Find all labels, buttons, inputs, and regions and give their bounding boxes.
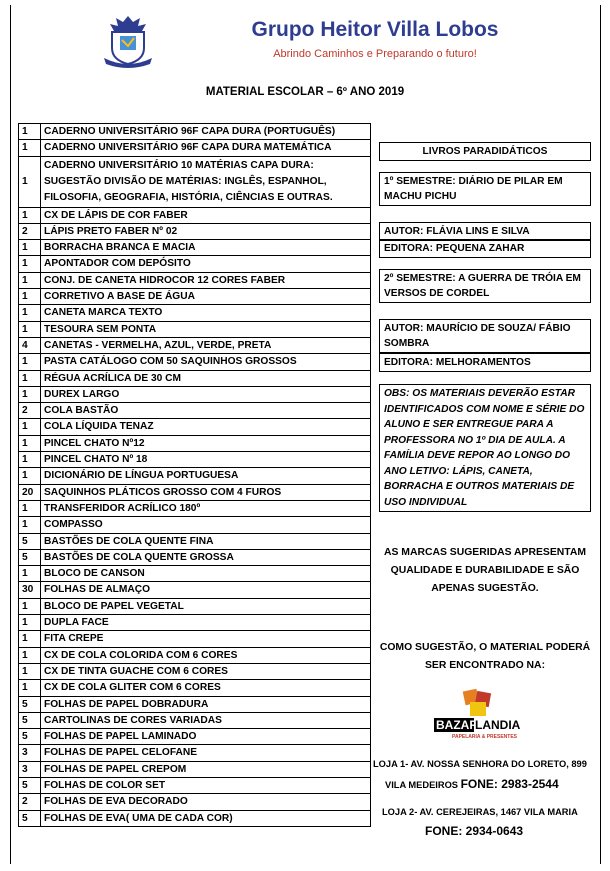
item-row <box>19 696 371 712</box>
item-row <box>19 140 371 156</box>
item-description: COLA BASTÃO <box>41 403 371 419</box>
item-row <box>19 729 371 745</box>
item-quantity: 5 <box>19 696 41 712</box>
item-row <box>19 777 371 793</box>
item-description: APONTADOR COM DEPÓSITO <box>41 256 371 272</box>
item-row <box>19 761 371 777</box>
item-quantity: 1 <box>19 354 41 370</box>
item-row <box>19 566 371 582</box>
item-quantity: 5 <box>19 549 41 565</box>
item-row <box>19 403 371 419</box>
item-description: CARTOLINAS DE CORES VARIADAS <box>41 712 371 728</box>
item-description: COLA LÍQUIDA TENAZ <box>41 419 371 435</box>
book1-title-text: 1º SEMESTRE: DIÁRIO DE PILAR EM MACHU PICHU <box>384 176 563 202</box>
brand-name: Grupo Heitor Villa Lobos <box>251 18 499 41</box>
store1-district <box>385 777 559 791</box>
item-row <box>19 549 371 565</box>
book1-title <box>379 172 591 206</box>
item-row <box>19 289 371 305</box>
item-quantity: 1 <box>19 370 41 386</box>
item-description: CADERNO UNIVERSITÁRIO 96F CAPA DURA (PORTUGUÊS) <box>41 124 371 140</box>
item-row <box>19 712 371 728</box>
item-quantity: 5 <box>19 729 41 745</box>
item-row <box>19 386 371 402</box>
item-description: FOLHAS DE EVA( UMA DE CADA COR) <box>41 810 371 826</box>
suggestion-note: COMO SUGESTÃO, O MATERIAL PODERÁ SER ENCONTRADO NA: <box>379 642 591 671</box>
item-quantity: 1 <box>19 207 41 223</box>
item-quantity: 5 <box>19 777 41 793</box>
item-row <box>19 794 371 810</box>
item-quantity: 1 <box>19 680 41 696</box>
item-quantity: 1 <box>19 272 41 288</box>
book1-author-text: AUTOR: FLÁVIA LINS E SILVA <box>384 226 530 237</box>
item-description: CORRETIVO A BASE DE ÁGUA <box>41 289 371 305</box>
item-description: CANETA MARCA TEXTO <box>41 305 371 321</box>
item-description: CX DE COLA GLITER COM 6 CORES <box>41 680 371 696</box>
item-quantity: 1 <box>19 305 41 321</box>
store1-address: LOJA 1- AV. NOSSA SENHORA DO LORETO, 899 <box>373 759 587 769</box>
item-row <box>19 484 371 500</box>
item-description: CADERNO UNIVERSITÁRIO 96F CAPA DURA MATEMÁTICA <box>41 140 371 156</box>
item-description: DICIONÁRIO DE LÍNGUA PORTUGUESA <box>41 468 371 484</box>
item-quantity: 1 <box>19 156 41 207</box>
item-quantity: 1 <box>19 663 41 679</box>
book2-author-text: AUTOR: MAURÍCIO DE SOUZA/ FÁBIO SOMBRA <box>384 323 571 349</box>
item-quantity: 1 <box>19 321 41 337</box>
item-quantity: 1 <box>19 631 41 647</box>
item-row <box>19 517 371 533</box>
item-quantity: 1 <box>19 500 41 516</box>
item-description: FOLHAS DE COLOR SET <box>41 777 371 793</box>
item-row <box>19 419 371 435</box>
item-description: PASTA CATÁLOGO COM 50 SAQUINHOS GROSSOS <box>41 354 371 370</box>
item-row <box>19 337 371 353</box>
item-row <box>19 305 371 321</box>
item-row <box>19 810 371 826</box>
item-row <box>19 598 371 614</box>
item-description: CX DE COLA COLORIDA COM 6 CORES <box>41 647 371 663</box>
item-description: CADERNO UNIVERSITÁRIO 10 MATÉRIAS CAPA DURA: SUGESTÃO DIVISÃO DE MATÉRIAS: INGLÊS, ESPANHOL, FILOSOFIA, GEOGRAFIA, HISTÓRIA, CIÊNCIAS E OUTRAS. <box>41 156 371 207</box>
item-description: FOLHAS DE PAPEL CREPOM <box>41 761 371 777</box>
item-row <box>19 615 371 631</box>
item-description: RÉGUA ACRÍLICA DE 30 CM <box>41 370 371 386</box>
item-row <box>19 223 371 239</box>
item-quantity: 1 <box>19 468 41 484</box>
observation-box <box>379 384 591 512</box>
item-row <box>19 321 371 337</box>
item-description: DUREX LARGO <box>41 386 371 402</box>
book1-publisher <box>379 239 591 258</box>
item-quantity: 1 <box>19 517 41 533</box>
item-row <box>19 240 371 256</box>
item-row <box>19 582 371 598</box>
item-description: CANETAS - VERMELHA, AZUL, VERDE, PRETA <box>41 337 371 353</box>
item-quantity: 4 <box>19 337 41 353</box>
book1-publisher-text: EDITORA: PEQUENA ZAHAR <box>384 243 525 254</box>
book2-publisher <box>379 353 591 372</box>
item-row <box>19 631 371 647</box>
item-description: PINCEL CHATO Nº12 <box>41 435 371 451</box>
item-row <box>19 663 371 679</box>
item-row <box>19 533 371 549</box>
item-quantity: 1 <box>19 289 41 305</box>
item-description: FOLHAS DE PAPEL LAMINADO <box>41 729 371 745</box>
book2-author <box>379 319 591 353</box>
item-row <box>19 500 371 516</box>
item-quantity: 5 <box>19 533 41 549</box>
bazar-text-a: BAZAR <box>436 718 478 732</box>
item-description: BLOCO DE PAPEL VEGETAL <box>41 598 371 614</box>
brands-note: AS MARCAS SUGERIDAS APRESENTAM QUALIDADE E DURABILIDADE E SÃO APENAS SUGESTÃO. <box>383 547 587 594</box>
item-row <box>19 370 371 386</box>
item-description: DUPLA FACE <box>41 615 371 631</box>
store1-phone: FONE: 2983-2544 <box>460 777 559 791</box>
material-list-table <box>18 123 371 827</box>
item-quantity: 1 <box>19 598 41 614</box>
item-description: PINCEL CHATO Nº 18 <box>41 452 371 468</box>
store1-district-text: VILA MEDEIROS <box>385 780 461 790</box>
item-row <box>19 452 371 468</box>
item-row <box>19 468 371 484</box>
item-description: CONJ. DE CANETA HIDROCOR 12 CORES FABER <box>41 272 371 288</box>
item-description: FOLHAS DE EVA DECORADO <box>41 794 371 810</box>
item-description: FITA CREPE <box>41 631 371 647</box>
item-quantity: 20 <box>19 484 41 500</box>
item-description: CX DE LÁPIS DE COR FABER <box>41 207 371 223</box>
item-quantity: 1 <box>19 452 41 468</box>
store2-phone: FONE: 2934-0643 <box>425 824 524 838</box>
item-row <box>19 256 371 272</box>
item-quantity: 1 <box>19 124 41 140</box>
item-quantity: 1 <box>19 647 41 663</box>
book2-title <box>379 269 591 303</box>
item-quantity: 5 <box>19 810 41 826</box>
item-quantity: 2 <box>19 223 41 239</box>
brand-slogan: Abrindo Caminhos e Preparando o futuro! <box>273 48 477 60</box>
item-description: LÁPIS PRETO FABER Nº 02 <box>41 223 371 239</box>
item-quantity: 1 <box>19 615 41 631</box>
item-row <box>19 156 371 207</box>
book2-publisher-text: EDITORA: MELHORAMENTOS <box>384 357 531 368</box>
item-quantity: 1 <box>19 566 41 582</box>
item-description: SAQUINHOS PLÁTICOS GROSSO COM 4 FUROS <box>41 484 371 500</box>
bazarlandia-logo <box>434 688 526 740</box>
item-description: COMPASSO <box>41 517 371 533</box>
book2-title-text: 2º SEMESTRE: A GUERRA DE TRÓIA EM VERSOS DE CORDEL <box>384 273 581 299</box>
item-quantity: 30 <box>19 582 41 598</box>
bazar-tagline: PAPELARIA & PRESENTES <box>452 734 518 740</box>
school-crest-logo <box>100 14 156 70</box>
item-description: FOLHAS DE PAPEL CELOFANE <box>41 745 371 761</box>
books-heading-text: LIVROS PARADIDÁTICOS <box>422 146 548 157</box>
item-description: CX DE TINTA GUACHE COM 6 CORES <box>41 663 371 679</box>
item-quantity: 2 <box>19 794 41 810</box>
item-quantity: 1 <box>19 256 41 272</box>
item-quantity: 1 <box>19 240 41 256</box>
observation-text: OBS: OS MATERIAIS DEVERÃO ESTAR IDENTIFICADOS COM NOME E SÉRIE DO ALUNO E SER ENTREGUE PARA A PROFESSORA NO 1º DIA DE AULA. A FAMÍLIA DEVE REPOR AO LONGO DO ANO LETIVO: LÁPIS, CANETA, BORRACHA E OUTROS MATERIAIS DE USO INDIVIDUAL <box>384 388 585 508</box>
item-description: TESOURA SEM PONTA <box>41 321 371 337</box>
document-title: MATERIAL ESCOLAR – 6º ANO 2019 <box>205 86 405 98</box>
item-description: BORRACHA BRANCA E MACIA <box>41 240 371 256</box>
item-row <box>19 272 371 288</box>
item-quantity: 3 <box>19 745 41 761</box>
item-quantity: 1 <box>19 140 41 156</box>
item-quantity: 1 <box>19 419 41 435</box>
books-heading <box>379 142 591 161</box>
item-description: TRANSFERIDOR ACRÍLICO 180º <box>41 500 371 516</box>
item-description: FOLHAS DE PAPEL DOBRADURA <box>41 696 371 712</box>
item-row <box>19 647 371 663</box>
item-row <box>19 745 371 761</box>
item-description: BASTÕES DE COLA QUENTE FINA <box>41 533 371 549</box>
item-row <box>19 124 371 140</box>
item-description: FOLHAS DE ALMAÇO <box>41 582 371 598</box>
item-row <box>19 207 371 223</box>
item-quantity: 1 <box>19 435 41 451</box>
item-row <box>19 680 371 696</box>
store2-address: LOJA 2- AV. CEREJEIRAS, 1467 VILA MARIA <box>382 807 578 817</box>
item-quantity: 5 <box>19 712 41 728</box>
item-row <box>19 354 371 370</box>
item-quantity: 2 <box>19 403 41 419</box>
item-row <box>19 435 371 451</box>
item-quantity: 1 <box>19 386 41 402</box>
bazar-text-b: LANDIA <box>475 718 521 732</box>
item-description: BLOCO DE CANSON <box>41 566 371 582</box>
item-quantity: 3 <box>19 761 41 777</box>
item-description: BASTÕES DE COLA QUENTE GROSSA <box>41 549 371 565</box>
